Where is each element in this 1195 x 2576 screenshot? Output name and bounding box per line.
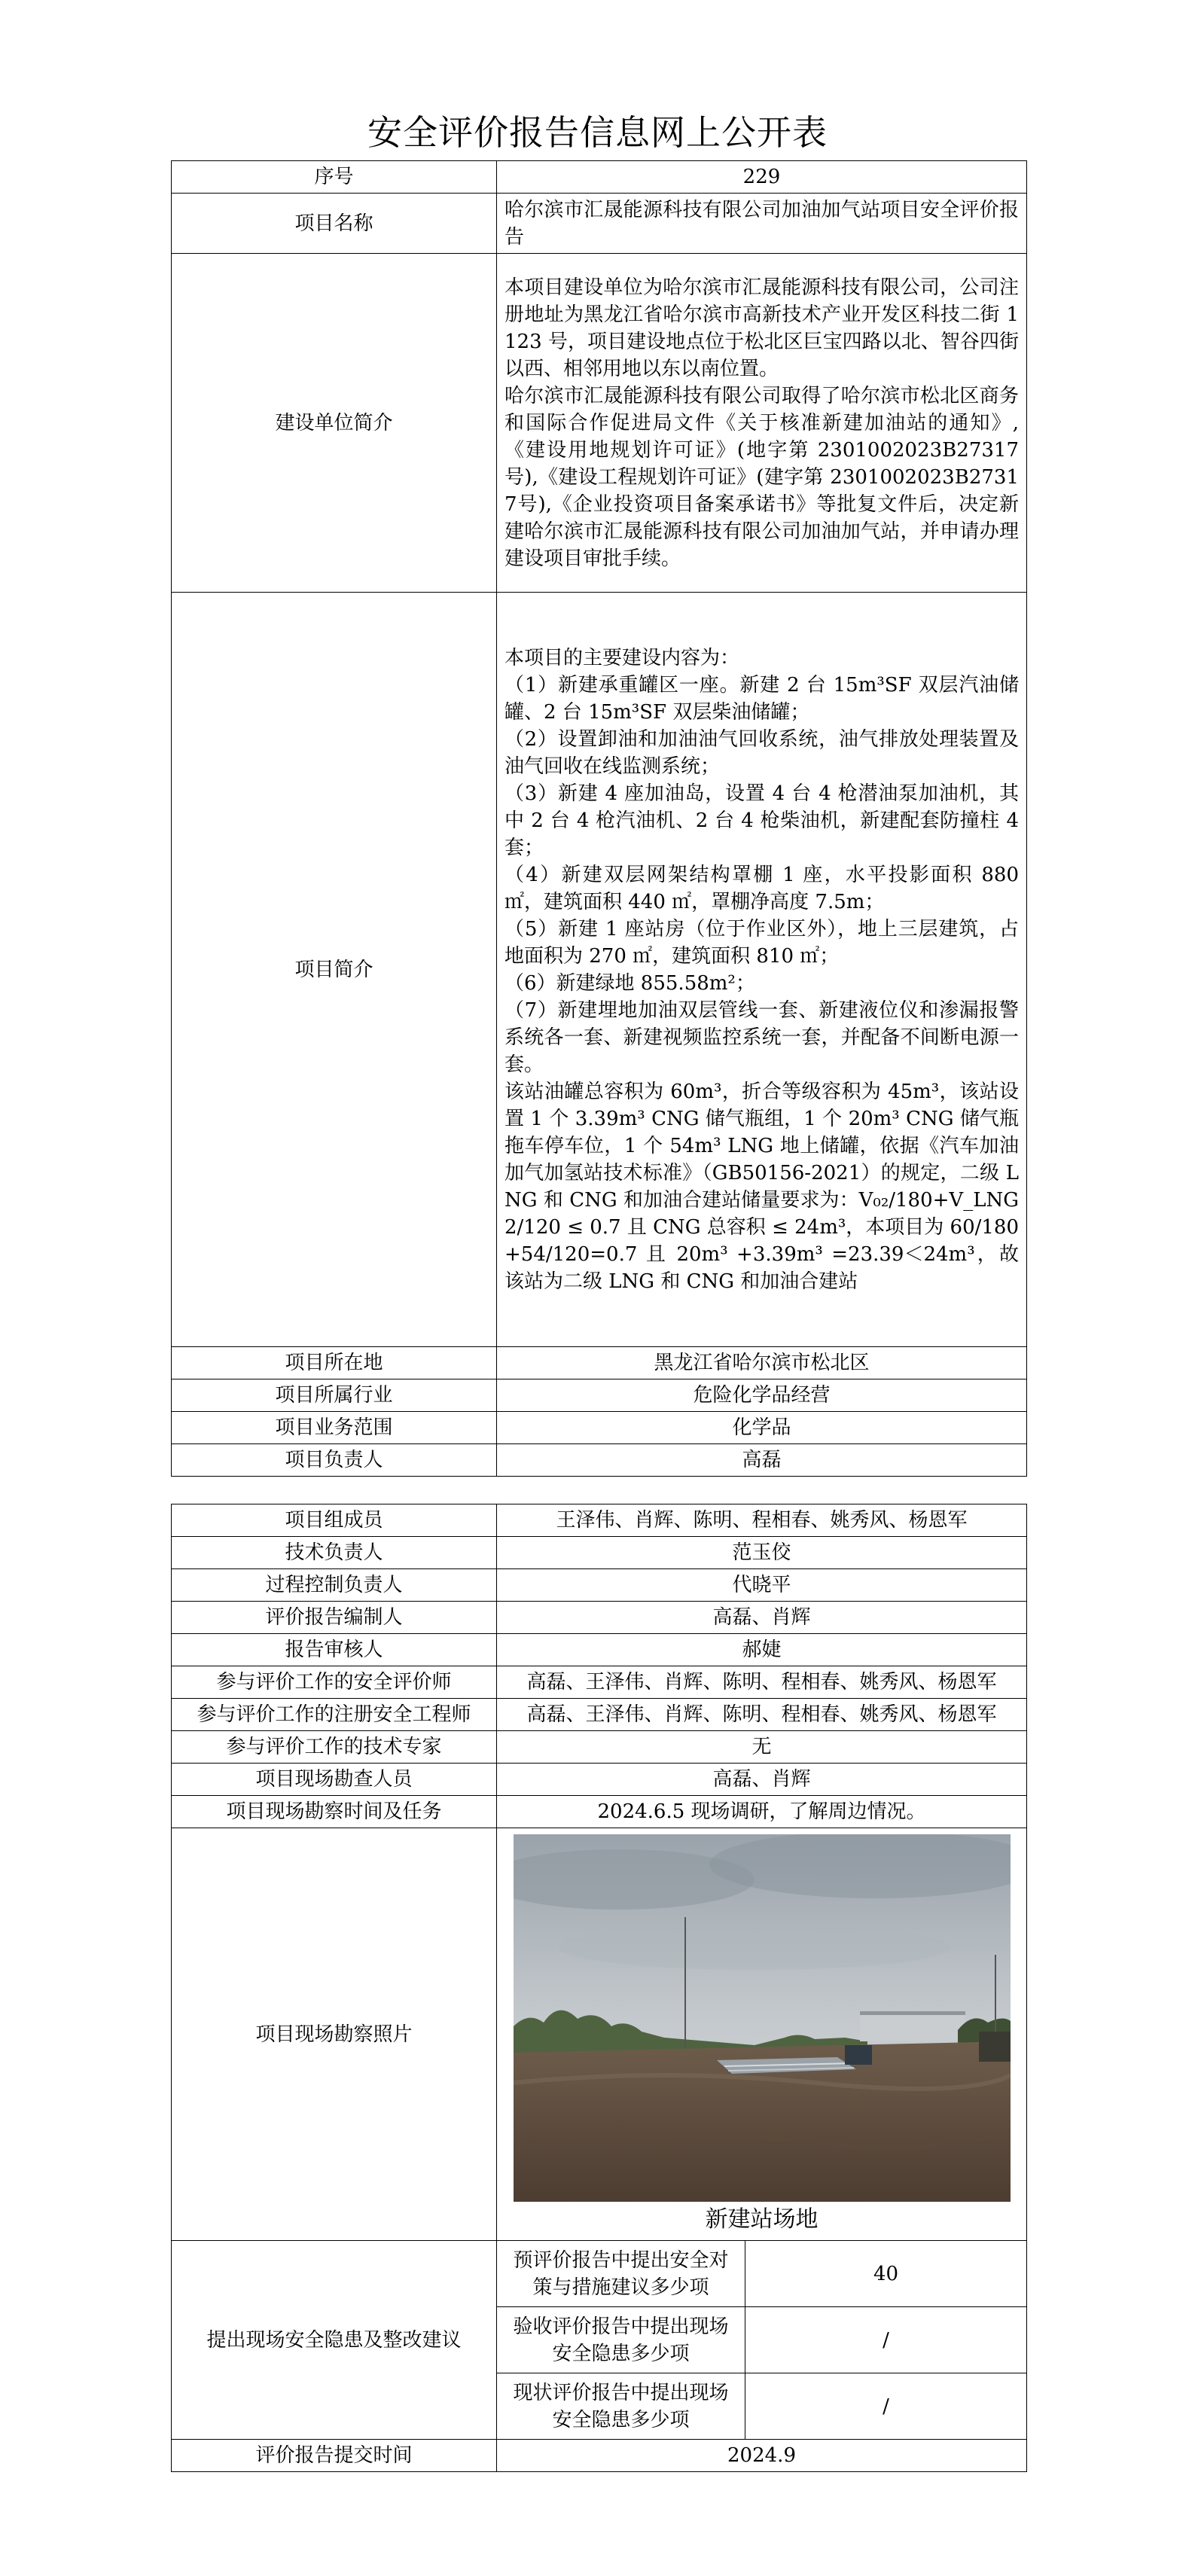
experts-label: 参与评价工作的技术专家 — [172, 1731, 497, 1764]
evaluators-label: 参与评价工作的安全评价师 — [172, 1666, 497, 1699]
hazard-label: 提出现场安全隐患及整改建议 — [172, 2241, 497, 2440]
name-label: 项目名称 — [172, 194, 497, 254]
industry-value: 危险化学品经营 — [497, 1379, 1027, 1412]
row-experts — [172, 1731, 1027, 1764]
row-industry — [172, 1379, 1027, 1412]
evaluators-value: 高磊、王泽伟、肖辉、陈明、程相春、姚秀风、杨恩军 — [497, 1666, 1027, 1699]
row-seq — [172, 161, 1027, 194]
brief-line: （4）新建双层网架结构罩棚 1 座，水平投影面积 880 ㎡，建筑面积 440 ㎡，罩棚净高度 7.5m； — [505, 863, 1019, 913]
row-submit — [172, 2440, 1027, 2472]
cloud — [559, 1925, 950, 1970]
building — [860, 2011, 965, 2041]
brief-line: （3）新建 4 座加油岛，设置 4 台 4 枪潜油泵加油机，其中 2 台 4 枪汽油机、2 台 4 枪柴油机，新建配套防撞柱 4 套； — [505, 782, 1019, 859]
row-unit — [172, 254, 1027, 593]
site-photo — [514, 1834, 1011, 2202]
photo-label: 项目现场勘察照片 — [172, 1828, 497, 2241]
brief-line: （6）新建绿地 855.58m²； — [505, 971, 755, 995]
scope-label: 项目业务范围 — [172, 1412, 497, 1444]
row-name — [172, 194, 1027, 254]
tech-value: 范玉佼 — [497, 1537, 1027, 1569]
hazard-row-value: / — [745, 2307, 1027, 2373]
row-members — [172, 1504, 1027, 1537]
brief-line: （5）新建 1 座站房（位于作业区外），地上三层建筑，占地面积为 270 ㎡，建筑面积 810 ㎡； — [505, 917, 1019, 968]
building-roof — [860, 2011, 965, 2015]
hazard-row-value: / — [745, 2373, 1027, 2440]
survey-label: 项目现场勘查人员 — [172, 1764, 497, 1796]
brief-content — [497, 593, 1027, 1347]
location-value: 黑龙江省哈尔滨市松北区 — [497, 1347, 1027, 1379]
brief-label: 项目简介 — [172, 593, 497, 1347]
submit-value: 2024.9 — [497, 2440, 1027, 2472]
engineers-label: 参与评价工作的注册安全工程师 — [172, 1699, 497, 1731]
unit-para-2: 哈尔滨市汇晟能源科技有限公司取得了哈尔滨市松北区商务和国际合作促进局文件《关于核准新建加油站的通知》,《建设用地规划许可证》(地字第 2301002023B27317号),《建设工程规划许可证》(建字第 2301002023B27317号),《企业投资项目备案承诺书》等批复文件后，决定新建哈尔滨市汇晟能源科技有限公司加油加气站，并申请办理建设项目审批手续。 — [505, 384, 1019, 570]
hazard-row-value: 40 — [745, 2241, 1027, 2307]
survey-time-value: 2024.6.5 现场调研，了解周边情况。 — [497, 1796, 1027, 1828]
hazard-row-label: 预评价报告中提出安全对策与措施建议多少项 — [497, 2241, 745, 2307]
photo-caption: 新建站场地 — [705, 2206, 819, 2233]
row-tech — [172, 1537, 1027, 1569]
row-leader — [172, 1444, 1027, 1477]
scope-value: 化学品 — [497, 1412, 1027, 1444]
project-info-table — [171, 160, 1027, 1477]
brief-line: （1）新建承重罐区一座。新建 2 台 15m³SF 双层汽油储罐、2 台 15m³SF 双层柴油储罐； — [505, 673, 1019, 724]
brief-line: 该站油罐总容积为 60m³，折合等级容积为 45m³，该站设置 1 个 3.39m³ CNG 储气瓶组，1 个 20m³ CNG 储气瓶拖车停车位，1 个 54m³ LNG 地上储罐，依据《汽车加油加气加氢站技术标准》（GB50156-2021）的规定，二级 LNG 和 CNG 和加油合建站储量要求为：V₀₂/180+V_LNG2/120 ≤ 0.7 且 CNG 总容积 ≤ 24m³，本项目为 60/180+54/120=0.7 且 20m³ +3.39m³ =23.39＜24m³，故该站为二级 LNG 和 CNG 和加油合建站 — [505, 1080, 1020, 1293]
name-value: 哈尔滨市汇晟能源科技有限公司加油加气站项目安全评价报告 — [497, 194, 1027, 254]
reviewer-value: 郝婕 — [497, 1634, 1027, 1666]
brief-line: 本项目的主要建设内容为： — [505, 646, 740, 669]
row-survey-time — [172, 1796, 1027, 1828]
row-photo — [172, 1828, 1027, 2241]
machine — [979, 2032, 1011, 2062]
row-engineers — [172, 1699, 1027, 1731]
writer-value: 高磊、肖辉 — [497, 1602, 1027, 1634]
survey-time-label: 项目现场勘察时间及任务 — [172, 1796, 497, 1828]
process-value: 代晓平 — [497, 1569, 1027, 1602]
row-hazard-1 — [172, 2241, 1027, 2307]
writer-label: 评价报告编制人 — [172, 1602, 497, 1634]
row-writer — [172, 1602, 1027, 1634]
brief-line: （2）设置卸油和加油油气回收系统，油气排放处理装置及油气回收在线监测系统； — [505, 727, 1019, 778]
unit-para-1: 本项目建设单位为哈尔滨市汇晟能源科技有限公司，公司注册地址为黑龙江省哈尔滨市高新技术产业开发区科技二街 1123 号，项目建设地点位于松北区巨宝四路以北、智谷四街以西、相邻用地以东以南位置。 — [505, 276, 1019, 380]
experts-value: 无 — [497, 1731, 1027, 1764]
leader-value: 高磊 — [497, 1444, 1027, 1477]
submit-label: 评价报告提交时间 — [172, 2440, 497, 2472]
row-evaluators — [172, 1666, 1027, 1699]
location-label: 项目所在地 — [172, 1347, 497, 1379]
hazard-row-label: 验收评价报告中提出现场安全隐患多少项 — [497, 2307, 745, 2373]
row-brief — [172, 593, 1027, 1347]
reviewer-label: 报告审核人 — [172, 1634, 497, 1666]
unit-label: 建设单位简介 — [172, 254, 497, 593]
row-survey — [172, 1764, 1027, 1796]
engineers-value: 高磊、王泽伟、肖辉、陈明、程相春、姚秀风、杨恩军 — [497, 1699, 1027, 1731]
page-title: 安全评价报告信息网上公开表 — [367, 112, 828, 153]
photo-box — [514, 1834, 1011, 2235]
equipment — [845, 2045, 872, 2065]
team-info-table — [171, 1504, 1027, 2472]
tech-label: 技术负责人 — [172, 1537, 497, 1569]
row-scope — [172, 1412, 1027, 1444]
row-process — [172, 1569, 1027, 1602]
seq-value: 229 — [497, 161, 1027, 194]
row-location — [172, 1347, 1027, 1379]
survey-value: 高磊、肖辉 — [497, 1764, 1027, 1796]
industry-label: 项目所属行业 — [172, 1379, 497, 1412]
leader-label: 项目负责人 — [172, 1444, 497, 1477]
seq-label: 序号 — [172, 161, 497, 194]
row-reviewer — [172, 1634, 1027, 1666]
hazard-row-label: 现状评价报告中提出现场安全隐患多少项 — [497, 2373, 745, 2440]
photo-cell — [497, 1828, 1027, 2241]
members-label: 项目组成员 — [172, 1504, 497, 1537]
members-value: 王泽伟、肖辉、陈明、程相春、姚秀风、杨恩军 — [497, 1504, 1027, 1537]
process-label: 过程控制负责人 — [172, 1569, 497, 1602]
brief-line: （7）新建埋地加油双层管线一套、新建液位仪和渗漏报警系统各一套、新建视频监控系统一套，并配备不间断电源一套。 — [505, 998, 1019, 1076]
unit-intro — [497, 254, 1027, 593]
